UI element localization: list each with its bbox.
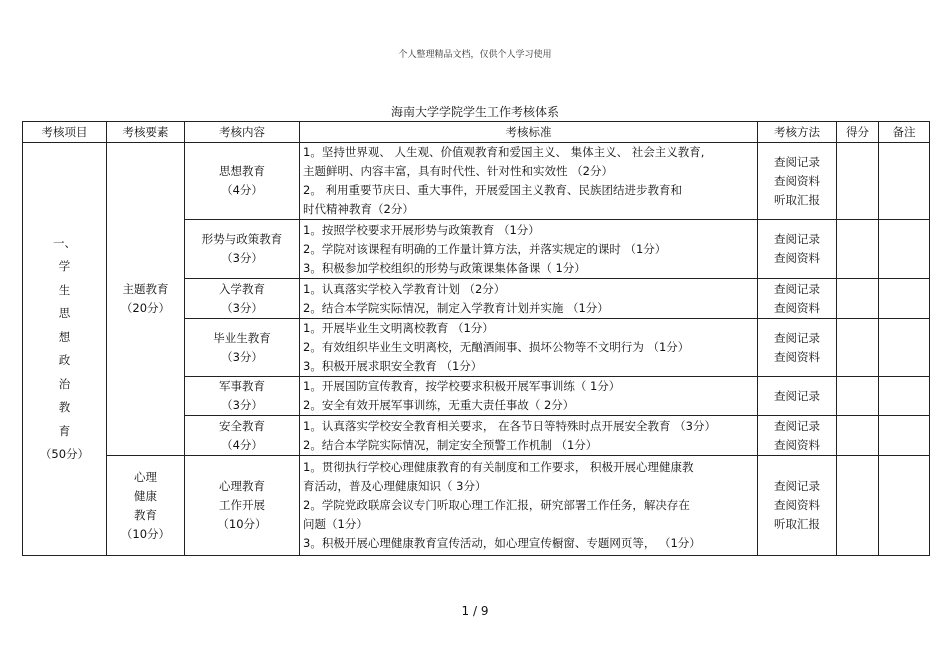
remark-cell bbox=[879, 279, 930, 319]
remark-cell bbox=[879, 143, 930, 220]
cell-line: 毕业生教育 bbox=[213, 330, 271, 345]
cell-line: 教 bbox=[58, 400, 71, 414]
cell-line: 查阅资料 bbox=[774, 437, 820, 452]
element-cell bbox=[107, 456, 185, 556]
header-standard: 考核标准 bbox=[300, 122, 758, 143]
cell-line: 查阅资料 bbox=[774, 300, 820, 315]
cell-line: 育活动，普及心理健康知识（ 3分） bbox=[303, 479, 487, 493]
cell-line: （3分） bbox=[221, 349, 263, 364]
element-cell bbox=[107, 143, 185, 456]
score-cell bbox=[837, 220, 879, 279]
cell-line: 2。结合本学院实际情况，制定入学教育计划并实施 （1分） bbox=[303, 300, 609, 315]
cell-line: 1。坚持世界观、 人生观、价值观教育和爱国主义、 集体主义、 社会主义教育, bbox=[303, 145, 705, 159]
cell-line: 3。积极参加学校组织的形势与政策课集体备课（ 1分） bbox=[303, 260, 586, 275]
header-project: 考核项目 bbox=[23, 122, 107, 143]
cell-line: 1。按照学校要求开展形势与政策教育 （1分） bbox=[303, 222, 540, 237]
cell-line: 查阅资料 bbox=[774, 251, 820, 265]
cell-line: 政 bbox=[58, 353, 71, 367]
cell-line: 3。积极开展求职安全教育 （1分） bbox=[303, 359, 483, 373]
cell-line: （4分） bbox=[221, 183, 263, 197]
cell-line: 查阅记录 bbox=[774, 479, 820, 493]
content-cell bbox=[185, 220, 300, 279]
score-cell bbox=[837, 279, 879, 319]
cell-line: 查阅资料 bbox=[774, 349, 820, 364]
cell-line: 2。学院对该课程有明确的工作量计算方法，并落实规定的课时 （1分） bbox=[303, 241, 667, 256]
cell-line: 思 bbox=[58, 306, 71, 320]
score-cell bbox=[837, 143, 879, 220]
cell-line: 查阅记录 bbox=[774, 281, 820, 296]
method-cell bbox=[758, 319, 837, 377]
header-score: 得分 bbox=[837, 122, 879, 143]
method-cell bbox=[758, 456, 837, 556]
remark-cell bbox=[879, 416, 930, 456]
cell-line: 2。有效组织毕业生文明离校，无酗酒闹事、损坏公物等不文明行为 （1分） bbox=[303, 340, 690, 354]
cell-line: 听取汇报 bbox=[774, 517, 820, 531]
cell-line: 查阅记录 bbox=[774, 418, 820, 433]
cell-line: 2。安全有效开展军事训练，无重大责任事故（ 2分） bbox=[303, 398, 575, 412]
cell-line: 问题（1分） bbox=[303, 517, 368, 531]
cell-line: 安全教育 bbox=[219, 418, 265, 433]
cell-line: 查阅记录 bbox=[774, 232, 820, 246]
cell-line: 教育 bbox=[134, 507, 157, 522]
standard-cell bbox=[300, 279, 758, 319]
cell-line: 主题教育 bbox=[122, 282, 169, 296]
table-row bbox=[23, 143, 930, 220]
cell-line: 健康 bbox=[134, 488, 157, 503]
cell-line: 治 bbox=[58, 376, 71, 391]
score-cell bbox=[837, 319, 879, 377]
standard-cell bbox=[300, 143, 758, 220]
cell-line: 2。学院党政联席会议专门听取心理工作汇报，研究部署工作任务，解决存在 bbox=[303, 498, 690, 512]
score-cell bbox=[837, 456, 879, 556]
header-content: 考核内容 bbox=[185, 122, 300, 143]
cell-line: 2。 利用重要节庆日、重大事件，开展爱国主义教育、民族团结进步教育和 bbox=[303, 183, 682, 197]
remark-cell bbox=[879, 220, 930, 279]
cell-line: 查阅记录 bbox=[774, 330, 820, 345]
header-row bbox=[23, 122, 930, 143]
cell-line: （3分） bbox=[221, 398, 263, 412]
cell-line: 听取汇报 bbox=[774, 192, 820, 207]
remark-cell bbox=[879, 456, 930, 556]
standard-cell bbox=[300, 377, 758, 416]
page-number: 1 / 9 bbox=[461, 604, 489, 618]
cell-line: 1。开展国防宣传教育，按学校要求积极开展军事训练（ 1分） bbox=[303, 379, 621, 393]
table-row bbox=[23, 456, 930, 556]
content-cell bbox=[185, 416, 300, 456]
method-cell bbox=[758, 220, 837, 279]
cell-line: （20分） bbox=[120, 301, 171, 315]
cell-line: （4分） bbox=[221, 437, 263, 452]
cell-line: （10分） bbox=[217, 517, 267, 531]
cell-line: 想 bbox=[58, 329, 71, 344]
standard-cell bbox=[300, 220, 758, 279]
cell-line: 1。开展毕业生文明离校教育 （1分） bbox=[303, 321, 494, 335]
cell-line: 时代精神教育（2分） bbox=[303, 202, 414, 216]
header-remark: 备注 bbox=[879, 122, 930, 143]
cell-line: 1。认真落实学校入学教育计划 （2分） bbox=[303, 281, 506, 296]
remark-cell bbox=[879, 377, 930, 416]
cell-line: 入学教育 bbox=[219, 281, 265, 296]
content-cell bbox=[185, 377, 300, 416]
standard-cell bbox=[300, 456, 758, 556]
cell-line: 育 bbox=[58, 423, 71, 438]
project-cell bbox=[23, 143, 107, 556]
content-cell bbox=[185, 279, 300, 319]
cell-line: （3分） bbox=[221, 251, 263, 265]
document-title: 海南大学学院学生工作考核体系 bbox=[390, 105, 559, 119]
cell-line: （50分） bbox=[39, 447, 90, 461]
score-cell bbox=[837, 377, 879, 416]
header-method: 考核方法 bbox=[758, 122, 837, 143]
assessment-table bbox=[22, 121, 930, 556]
method-cell bbox=[758, 377, 837, 416]
cell-line: 心理 bbox=[134, 469, 157, 484]
cell-line: 主题鲜明、内容丰富，具有时代性、针对性和实效性 （2分） bbox=[303, 164, 613, 178]
cell-line: 一、 bbox=[53, 235, 76, 250]
score-cell bbox=[837, 416, 879, 456]
content-cell bbox=[185, 143, 300, 220]
standard-cell bbox=[300, 319, 758, 377]
cell-line: 形势与政策教育 bbox=[201, 232, 283, 246]
watermark-text: 个人整理精品文档，仅供个人学习使用 bbox=[398, 50, 552, 60]
cell-line: 工作开展 bbox=[219, 498, 265, 512]
method-cell bbox=[758, 143, 837, 220]
cell-line: 3。积极开展心理健康教育宣传活动，如心理宣传橱窗、专题网页等， （1分） bbox=[303, 536, 701, 550]
cell-line: 思想教育 bbox=[219, 164, 265, 178]
cell-line: 生 bbox=[58, 282, 71, 297]
cell-line: 查阅记录 bbox=[774, 154, 820, 169]
method-cell bbox=[758, 416, 837, 456]
cell-line: 查阅资料 bbox=[774, 498, 820, 512]
content-cell bbox=[185, 319, 300, 377]
cell-line: 军事教育 bbox=[219, 379, 265, 393]
cell-line: （3分） bbox=[221, 300, 263, 315]
cell-line: 学 bbox=[58, 259, 71, 273]
cell-line: 1。认真落实学校安全教育相关要求， 在各节日等特殊时点开展安全教育 （3分） bbox=[303, 418, 716, 433]
standard-cell bbox=[300, 416, 758, 456]
header-element: 考核要素 bbox=[107, 122, 185, 143]
cell-line: （10分） bbox=[120, 526, 171, 541]
cell-line: 查阅记录 bbox=[774, 388, 820, 403]
remark-cell bbox=[879, 319, 930, 377]
cell-line: 心理教育 bbox=[219, 479, 265, 493]
cell-line: 2。结合本学院实际情况，制定安全预警工作机制 （1分） bbox=[303, 437, 598, 452]
cell-line: 1。贯彻执行学校心理健康教育的有关制度和工作要求， 积极开展心理健康教 bbox=[303, 460, 694, 474]
method-cell bbox=[758, 279, 837, 319]
cell-line: 查阅资料 bbox=[774, 173, 820, 188]
content-cell bbox=[185, 456, 300, 556]
